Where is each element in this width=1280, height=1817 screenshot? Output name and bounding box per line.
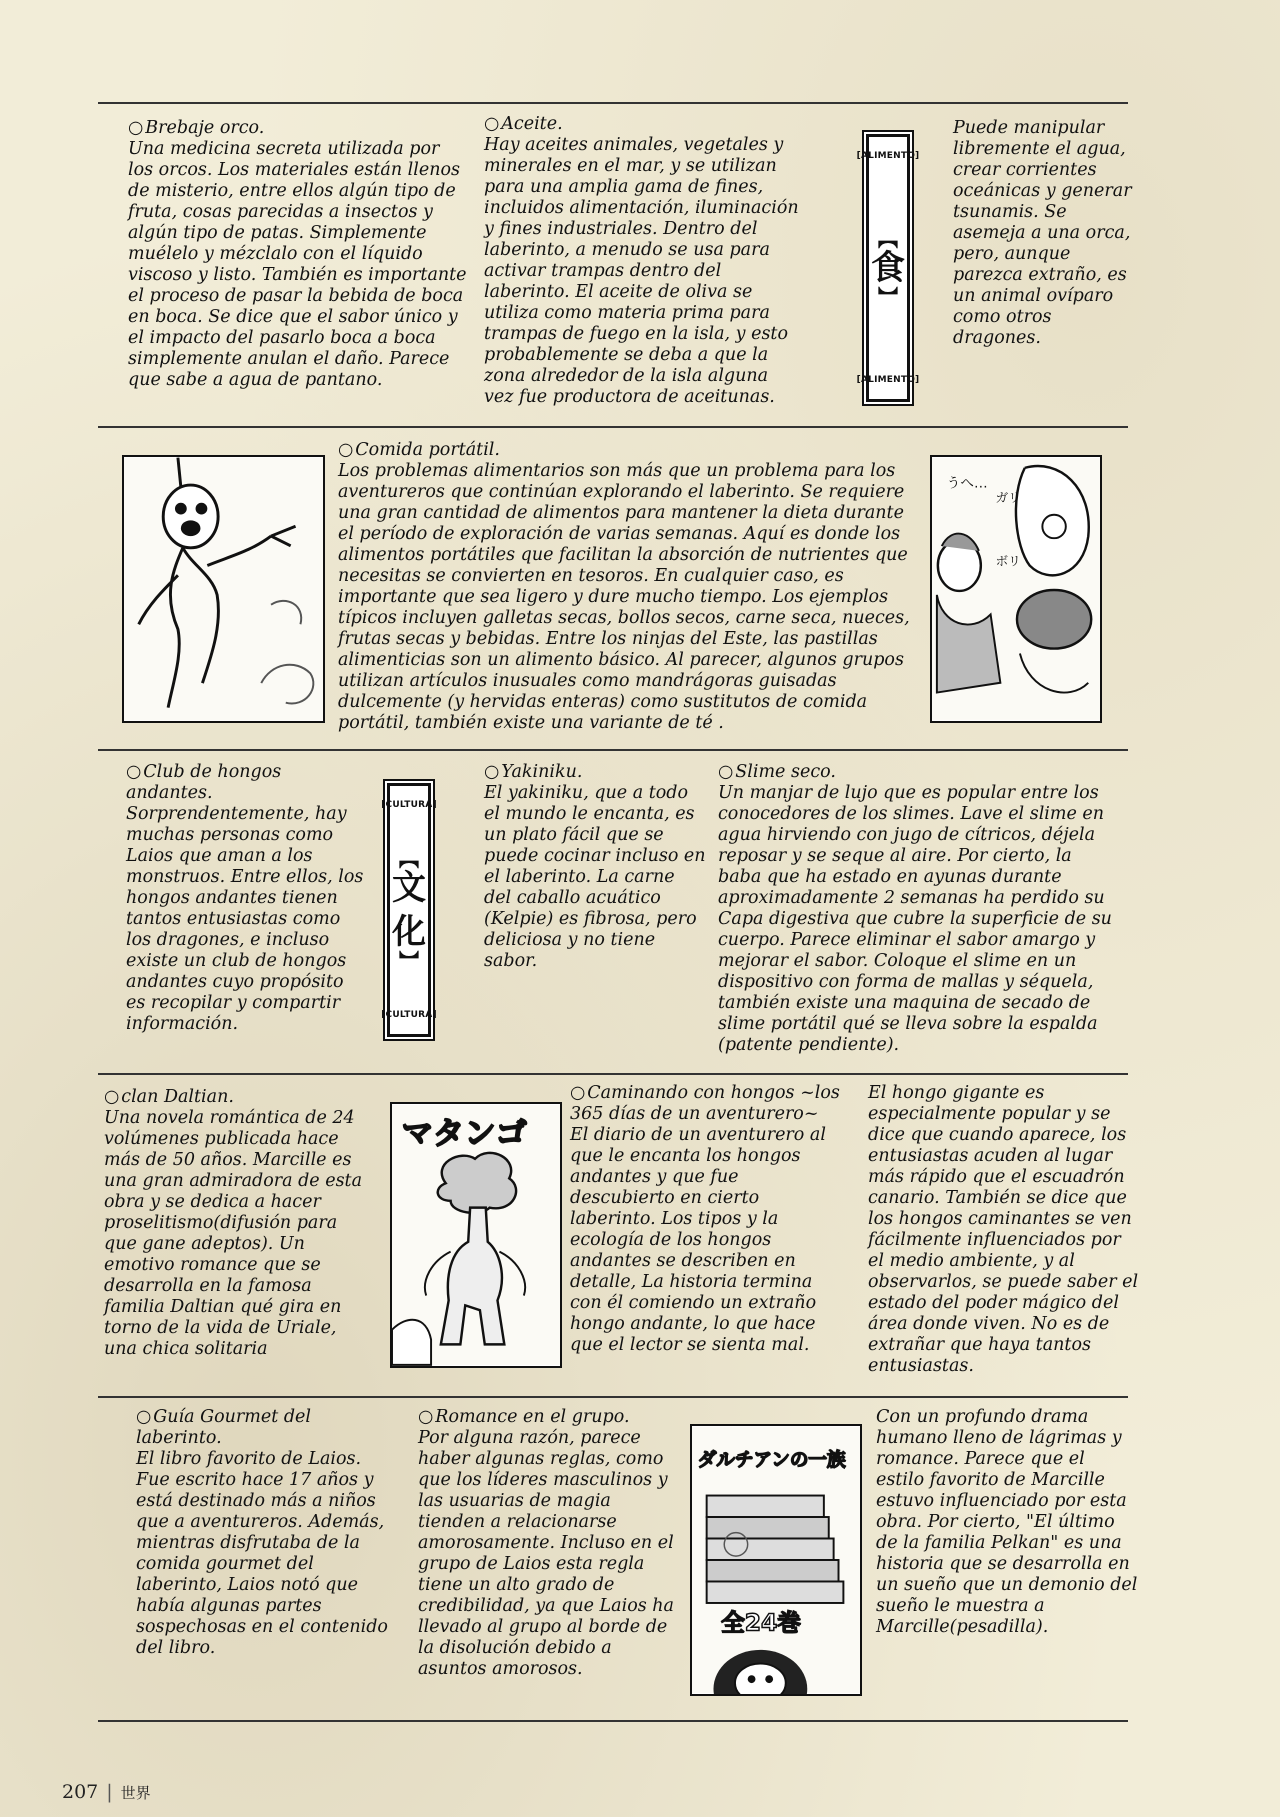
tag-label-top: [ALIMENTO] [856,151,920,161]
entry-club-hongos [126,762,366,1035]
entry-body: Puede manipular libremente el agua, crear corrientes oceánicas y generar tsunamis. Se asemeja a una orca, pero, aunque parezca extraño, es un animal ovíparo como otros dragones. [953,118,1132,348]
tag-kanji: 食 [871,248,905,288]
page-number: 207 [62,1781,99,1803]
illustration-mandragora [122,455,325,723]
panel-title-text: マタンゴ [401,1116,527,1153]
panel-volume-text: 全24巻 [721,1608,801,1637]
mandragora-drawing [124,457,323,721]
tag-label-bottom: [CULTURA] [381,1010,437,1020]
entry-body: Una medicina secreta utilizada por los orcos. Los materiales están llenos de misterio, entre ellos algún tipo de fruta, cosas parecidas a insectos y algún tipo de patas. Simplemente muélelo y mézclalo con el líquido viscoso y listo. También es importante el proceso de pasar la bebida de boca en boca. Se dice que el sabor único y el impacto del pasarlo boca a boca simplemente anulan el daño. Parece que sabe a agua de pantano. [128,139,467,390]
sfx-text: ボリ [995,553,1021,569]
entry-title: ○ Yakiniku. [484,762,706,783]
category-tag-alimento: [ALIMENTO] ︻ 食 ︼ [ALIMENTO] [866,134,910,402]
entry-hongo-gigante [868,1083,1140,1377]
entry-romance-grupo [418,1407,680,1680]
category-tag-cultura: [CULTURA] ︻ 文 化 ︼ [CULTURA] [387,783,431,1037]
entry-title: ○ clan Daltian. [104,1087,374,1108]
entry-body: Un manjar de lujo que es popular entre los conocedores de los slimes. Lave el slime en agua hirviendo con jugo de cítricos, déjela reposar y se seque al aire. Por cierto, la baba que ha estado en ayunas durante aproximadamente 2 semanas ha perdido su Capa digestiva que cubre la superficie de su cuerpo. Parece eliminar el sabor amargo y mejorar el sabor. Coloque el slime en un dispositivo con forma de mallas y séquela, también existe una maquina de secado de slime portátil qué se lleva sobre la espalda (patente pendiente). [718,783,1112,1055]
panel-title-text: ダルチアンの一族 [697,1450,846,1472]
entry-title: ○ Caminando con hongos ~los 365 días de un aventurero~ [570,1083,840,1125]
entry-body: Hay aceites animales, vegetales y minerales en el mar, y se utilizan para una amplia gama de fines, incluidos alimentación, iluminación y fines industriales. Dentro del laberinto, a menudo se usa para activar trampas dentro del laberinto. El aceite de oliva se utiliza como materia prima para trampas de fuego en la isla, y esto probablemente se deba a que la zona alrededor de la isla alguna vez fue productora de aceitunas. [484,135,799,407]
divider-row1 [98,426,1128,428]
page-footer: 207 | 世界 [62,1781,151,1803]
eating-panel-drawing [932,457,1100,721]
entry-drama-humano [876,1407,1138,1638]
tag-kanji: 文 [392,868,426,908]
entry-title: ○ Slime seco. [718,762,1118,783]
entry-yakiniku [484,762,706,972]
entry-comida-portatil [338,440,918,734]
entry-title: ○ Aceite. [484,114,799,135]
entry-clan-daltian [104,1087,374,1360]
illustration-daltian-books [690,1424,862,1696]
entry-title: ○ Romance en el grupo. [418,1407,680,1428]
entry-body: Una novela romántica de 24 volúmenes publicada hace más de 50 años. Marcille es una gran admiradora de esta obra y se dedica a hacer proselitismo(difusión para que gane adeptos). Un emotivo romance que se desarrolla en la famosa familia Daltian qué gira en torno de la vida de Uriale, una chica solitaria [104,1108,363,1359]
matango-drawing [392,1104,560,1366]
entry-aceite [484,114,799,408]
entry-body: Los problemas alimentarios son más que un problema para los aventureros que continúan explorando el laberinto. Se requiere una gran cantidad de alimentos para mantener la dieta durante el período de exploración de varias semanas. Aquí es donde los alimentos portátiles que facilitan la absorción de nutrientes que necesitas se convierten en tesoros. En cualquier caso, es importante que sea ligero y dure mucho tiempo. Los ejemplos típicos incluyen galletas secas, bollos secos, carne seca, nueces, frutas secas y bebidas. Entre los ninjas del Este, las pastillas alimenticias son un alimento básico. Al parecer, algunos grupos utilizan artículos inusuales como mandrágoras guisadas dulcemente (y hervidas enteras) como sustitutos de comida portátil, también existe una variante de té . [338,461,910,733]
divider-row4 [98,1396,1128,1398]
sfx-text: ガリ [995,490,1021,506]
entry-guia-gourmet [136,1407,398,1659]
illustration-matango [390,1102,562,1368]
sfx-text: うへ… [946,475,988,492]
divider-row3 [98,1073,1128,1075]
entry-caminando-hongos [570,1083,840,1356]
entry-body: El yakiniku, que a todo el mundo le encanta, es un plato fácil que se puede cocinar incluso en el laberinto. La carne del caballo acuático (Kelpie) es fibrosa, pero deliciosa y no tiene sabor. [484,783,706,971]
illustration-eating-panel [930,455,1102,723]
entry-body: El hongo gigante es especialmente popular y se dice que cuando aparece, los entusiastas acuden al lugar más rápido que el escuadrón canario. También se dice que los hongos caminantes se ven fácilmente influenciados por el medio ambiente, y al observarlos, se puede saber el estado del poder mágico del área donde viven. No es de extrañar que haya tantos entusiastas. [868,1083,1139,1376]
section-label: 世界 [120,1784,151,1802]
entry-title: ○ Comida portátil. [338,440,918,461]
entry-body: El libro favorito de Laios. Fue escrito hace 17 años y está destinado más a niños que a aventureros. Además, mientras disfrutaba de la comida gourmet del laberinto, Laios notó que había algunas partes sospechosas en el contenido del libro. [136,1449,388,1658]
entry-title: ○ Guía Gourmet del laberinto. [136,1407,398,1449]
tag-label-top: [CULTURA] [381,800,437,810]
entry-title: ○ Club de hongos andantes. [126,762,366,804]
tag-kanji: 化 [392,912,426,952]
divider-top [98,102,1128,104]
entry-title: ○ Brebaje orco. [128,118,468,139]
entry-body: Sorprendentemente, hay muchas personas como Laios que aman a los monstruos. Entre ellos, los hongos andantes tienen tantos entusiastas como los dragones, e incluso existe un club de hongos andantes cuyo propósito es recopilar y compartir información. [126,804,364,1034]
divider-bottom [98,1720,1128,1722]
entry-slime-seco [718,762,1118,1056]
entry-brebaje-orco [128,118,468,391]
divider-row2 [98,749,1128,751]
entry-body: Por alguna razón, parece haber algunas reglas, como que los líderes masculinos y las usuarias de magia tienden a relacionarse amorosamente. Incluso en el grupo de Laios esta regla tiene un alto grado de credibilidad, ya que Laios ha llevado al grupo al borde de la disolución debido a asuntos amorosos. [418,1428,674,1679]
entry-body: Con un profundo drama humano lleno de lágrimas y romance. Parece que el estilo favorito de Marcille estuvo influenciado por esta obra. Por cierto, "El último de la familia Pelkan" es una historia que se desarrolla en un sueño que un demonio del sueño le muestra a Marcille(pesadilla). [876,1407,1138,1637]
daltian-books-drawing [692,1426,860,1694]
entry-body: El diario de un aventurero al que le encanta los hongos andantes y que fue descubierto en cierto laberinto. Los tipos y la ecología de los hongos andantes se describen en detalle, La historia termina con él comiendo un extraño hongo andante, lo que hace que el lector se sienta mal. [570,1125,826,1355]
tag-label-bottom: [ALIMENTO] [856,375,920,385]
entry-orca-dragon [953,118,1143,349]
